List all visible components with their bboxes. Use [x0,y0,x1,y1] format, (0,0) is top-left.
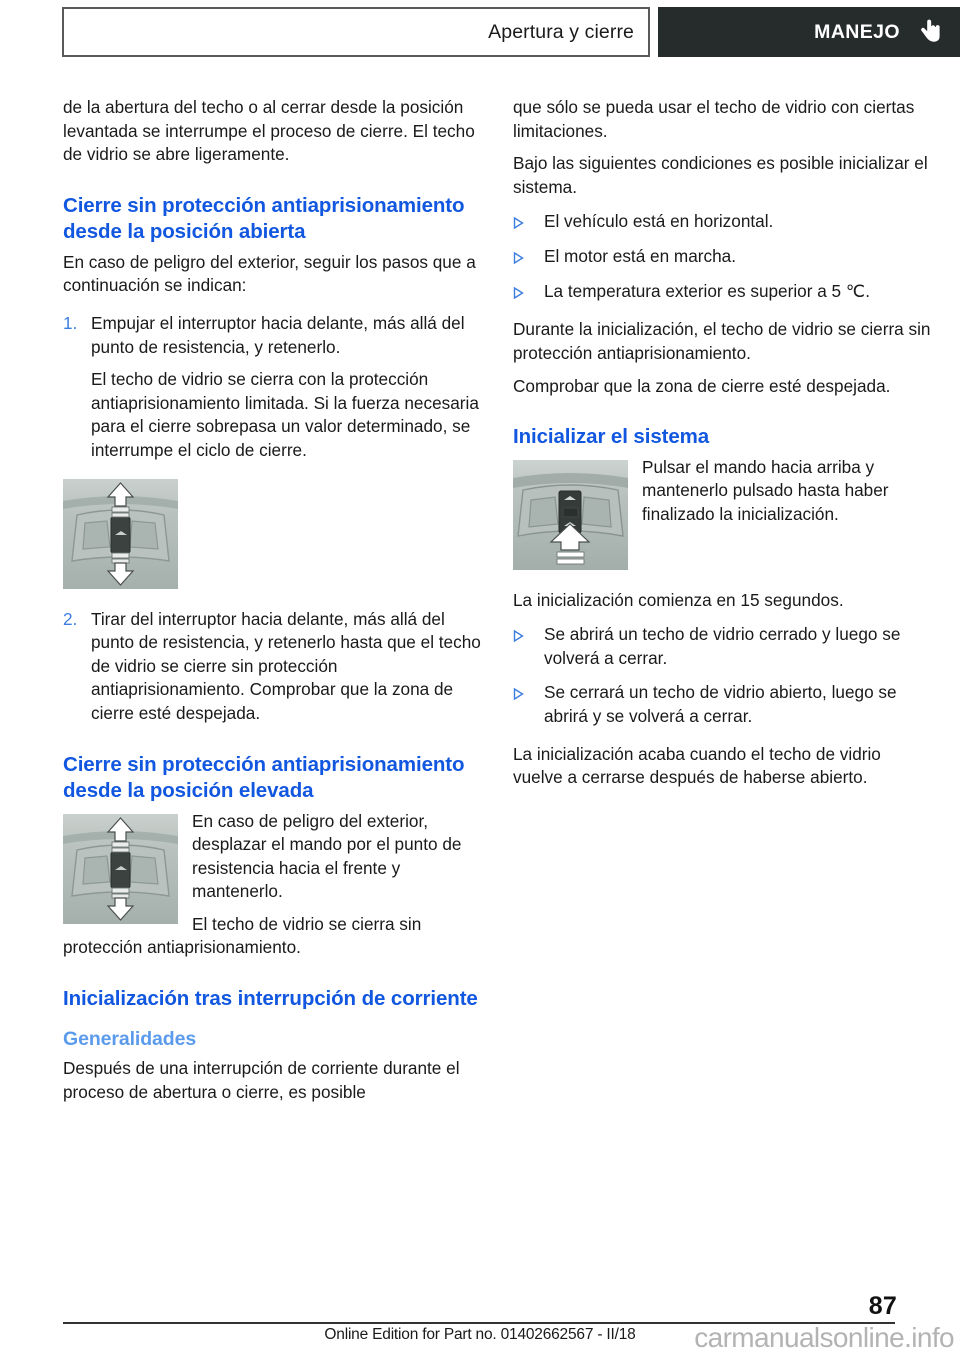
outcome-text: Se cerrará un techo de vidrio abierto, luego se abrirá y se volverá a cerrar. [544,682,897,727]
figure-sunroof-switch-2 [63,814,178,929]
triangle-bullet-icon [513,245,544,269]
step-text: Empujar el interruptor hacia delante, más allá del punto de resistencia, y retenerlo. [91,312,465,357]
left-column [63,96,481,1104]
triangle-bullet-icon [513,623,544,670]
list-item [513,681,931,728]
site-watermark: carmanualsonline.info [694,1322,954,1353]
heading-cierre-abierta: Cierre sin protección antiaprisionamiento desde la posición abierta [63,193,465,244]
heading-inicializar-sistema: Inicializar el sistema [513,425,710,449]
page-header [0,0,960,62]
step-number: 1. [63,312,78,333]
right-column [513,96,931,790]
heading-cierre-elevada: Cierre sin protección antiaprisionamiento desde la posición elevada [63,752,465,802]
page-number: 87 [868,1292,897,1320]
ordered-steps-list-2 [63,608,481,726]
figure-sunroof-press-up [513,460,628,575]
step-text: Tirar del interruptor hacia delante, más allá del punto de resistencia, y retenerlo hasta que el techo de vidrio se cierre sin protección antiaprisionamiento. Comprobar que la zona de cierre esté despejada. [91,608,481,723]
condition-text: La temperatura exterior es superior a 5 ℃. [544,281,870,302]
list-item [513,623,931,670]
triangle-bullet-icon [513,280,544,304]
list-item [63,312,481,463]
outcome-text: Se abrirá un techo de vidrio cerrado y luego se volverá a cerrar. [544,624,901,668]
section-tab [658,7,960,57]
figure-caption-2: En caso de peligro del exterior, desplazar el mando por el punto de resistencia hacia el frente y mantenerlo. [192,810,462,902]
chapter-tab [62,7,650,57]
paragraph-durante: Durante la inicialización, el techo de vidrio se cierra sin protección antiaprisionamiento. [513,319,931,363]
paragraph-continued-right: que sólo se pueda usar el techo de vidrio con ciertas limitaciones. [513,97,915,141]
figure-caption-block-2 [63,810,481,961]
triangle-bullet-icon [513,681,544,728]
step-detail: El techo de vidrio se cierra con la protección antiaprisionamiento limitada. Si la fuerza necesaria para el cierre sobrepasa un valor determinado, se interrumpe el ciclo de cierre. [91,369,479,460]
section-label: MANEJO [814,20,900,43]
list-item [63,608,481,726]
paragraph-continued: de la abertura del techo o al cerrar desde la posición levantada se interrumpe el proceso de cierre. El techo de vidrio se abre ligeramente. [63,97,475,165]
paragraph-acaba: La inicialización acaba cuando el techo de vidrio vuelve a cerrarse después de haberse abierto. [513,743,881,788]
outcomes-list [513,623,931,728]
paragraph-comprobar: Comprobar que la zona de cierre esté despejada. [513,375,891,396]
subheading-generalidades: Generalidades [63,1027,197,1050]
list-item [513,210,931,234]
paragraph-intro-1: En caso de peligro del exterior, seguir los pasos que a continuación se indican: [63,251,476,296]
paragraph-after-figure-2: El techo de vidrio se cierra sin protección antiaprisionamiento. [63,913,422,958]
list-item [513,280,931,304]
online-edition-note: Online Edition for Part no. 01402662567 - II/18 [324,1326,636,1343]
figure-caption-block-3 [513,456,931,575]
triangle-bullet-icon [513,210,544,234]
chapter-label: Apertura y cierre [488,20,634,43]
ordered-steps-list [63,312,481,463]
page-footer [0,1292,960,1362]
heading-inicializacion: Inicialización tras interrupción de corriente [63,987,478,1011]
pointing-hand-icon [916,17,942,47]
conditions-list [513,210,931,304]
figure-sunroof-switch-1 [63,479,481,594]
condition-text: El vehículo está en horizontal. [544,211,774,232]
list-item [513,245,931,269]
condition-text: El motor está en marcha. [544,246,737,267]
paragraph-generalidades: Después de una interrupción de corriente durante el proceso de abertura o cierre, es posible [63,1058,460,1102]
paragraph-15-segundos: La inicialización comienza en 15 segundos. [513,589,844,610]
step-number: 2. [63,608,78,629]
paragraph-conditions-intro: Bajo las siguientes condiciones es posible inicializar el sistema. [513,153,928,197]
figure-caption-3: Pulsar el mando hacia arriba y mantenerlo pulsado hasta haber finalizado la inicialización. [642,456,889,524]
